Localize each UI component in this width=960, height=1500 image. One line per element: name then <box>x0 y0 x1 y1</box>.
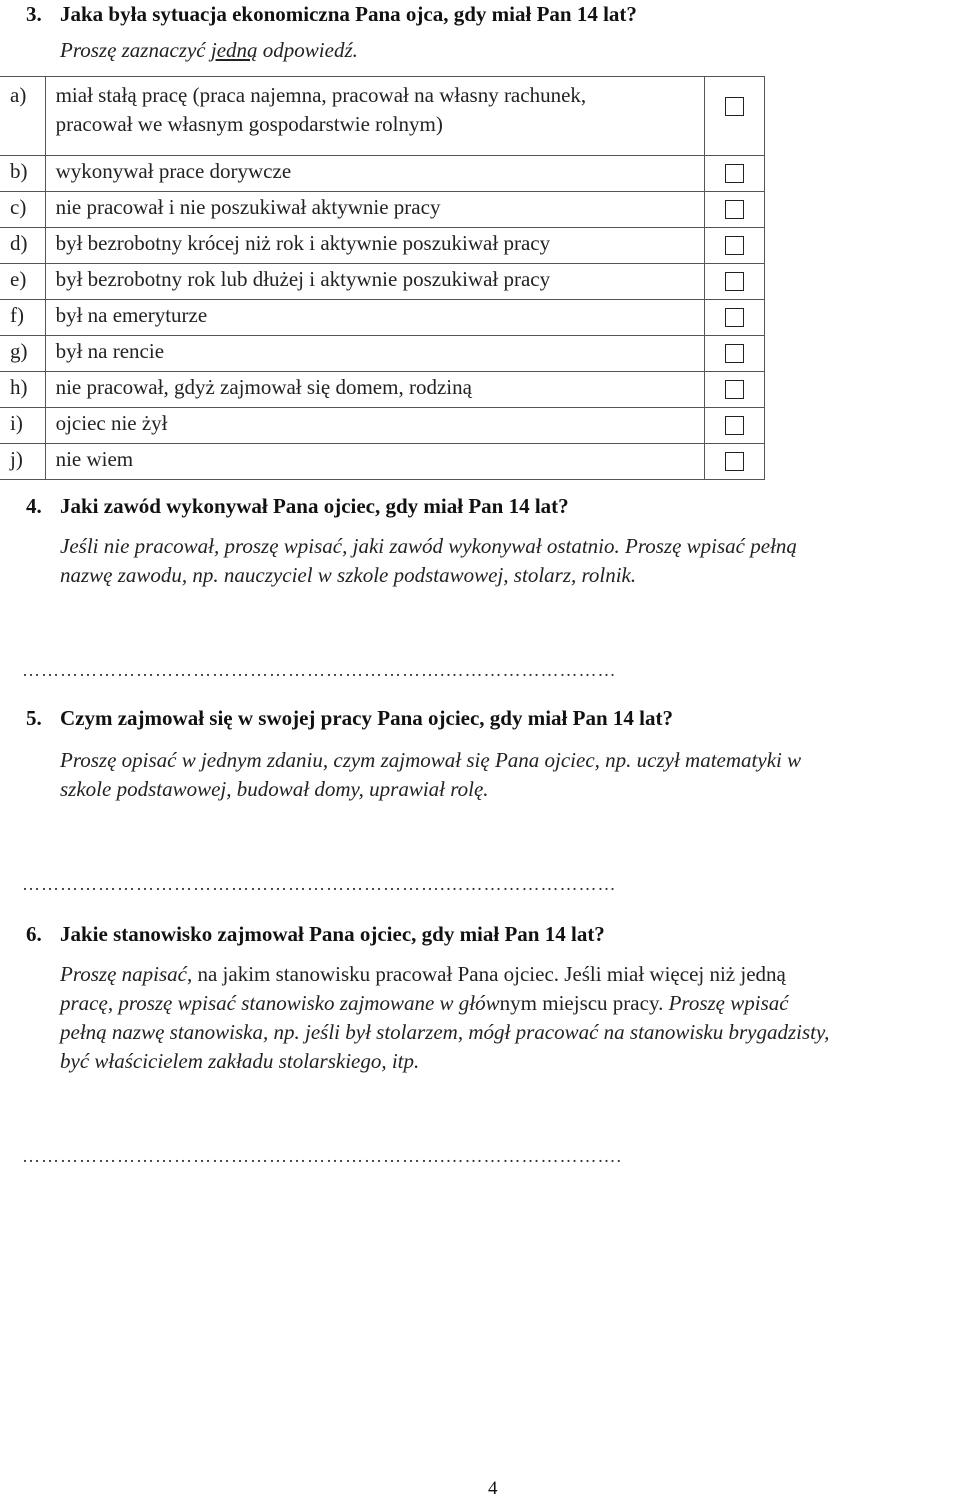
answer-options-table <box>0 76 765 480</box>
option-checkbox[interactable] <box>725 164 744 183</box>
option-letter: b) <box>0 156 45 192</box>
option-letter: f) <box>0 300 45 336</box>
option-row <box>0 408 765 444</box>
instruction-line: pełną nazwę stanowiska, np. jeśli był stolarzem, mógł pracować na stanowisku brygadzisty, <box>60 1020 830 1044</box>
answer-line[interactable]: ………………………………………………………….……………………… <box>22 874 617 894</box>
option-row <box>0 77 765 156</box>
option-checkbox-cell <box>705 264 765 300</box>
instruction-line: szkole podstawowej, budował domy, uprawiał rolę. <box>60 777 489 801</box>
question-number: 4. <box>26 494 42 518</box>
option-label: ojciec nie żył <box>45 408 705 444</box>
instruction-emphasis: jedną <box>210 38 258 62</box>
option-checkbox-cell <box>705 300 765 336</box>
option-label-line: pracował we własnym gospodarstwie rolnym) <box>55 112 443 136</box>
option-checkbox[interactable] <box>725 344 744 363</box>
option-label-line: miał stałą pracę (praca najemna, pracował na własny rachunek, <box>55 83 587 107</box>
option-letter: c) <box>0 192 45 228</box>
question-4-title <box>26 494 569 519</box>
question-number: 3. <box>26 2 42 26</box>
option-checkbox[interactable] <box>725 236 744 255</box>
instruction-line <box>60 960 950 989</box>
option-letter: j) <box>0 444 45 480</box>
instruction-text: Proszę zaznaczyć <box>60 38 211 62</box>
answer-line[interactable]: ………………………………………………………….………………………. <box>22 1146 622 1166</box>
option-row <box>0 372 765 408</box>
question-6-title <box>26 922 605 947</box>
option-label: wykonywał prace dorywcze <box>45 156 705 192</box>
option-checkbox[interactable] <box>725 97 744 116</box>
question-5-title <box>26 706 673 731</box>
option-label: nie wiem <box>45 444 705 480</box>
instruction-text: Proszę napisać, <box>60 962 198 986</box>
option-label: był bezrobotny krócej niż rok i aktywnie poszukiwał pracy <box>45 228 705 264</box>
option-row <box>0 444 765 480</box>
option-row <box>0 228 765 264</box>
option-checkbox-cell <box>705 336 765 372</box>
instruction-line: Proszę opisać w jednym zdaniu, czym zajmował się Pana ojciec, np. uczył matematyki w <box>60 748 802 772</box>
option-checkbox-cell <box>705 372 765 408</box>
option-row <box>0 300 765 336</box>
question-text: Jaka była sytuacja ekonomiczna Pana ojca, gdy miał Pan 14 lat? <box>60 2 637 26</box>
instruction-line: Jeśli nie pracował, proszę wpisać, jaki zawód wykonywał ostatnio. Proszę wpisać pełną <box>60 534 797 558</box>
instruction-line <box>60 989 950 1018</box>
option-checkbox-cell <box>705 228 765 264</box>
question-number: 6. <box>26 922 42 946</box>
question-3-title <box>26 2 637 27</box>
option-checkbox[interactable] <box>725 272 744 291</box>
question-6-instruction <box>60 960 950 1076</box>
option-row <box>0 264 765 300</box>
question-5-instruction <box>60 746 950 804</box>
question-text: Czym zajmował się w swojej pracy Pana ojciec, gdy miał Pan 14 lat? <box>60 706 673 730</box>
option-checkbox-cell <box>705 444 765 480</box>
option-checkbox-cell <box>705 156 765 192</box>
option-checkbox[interactable] <box>725 200 744 219</box>
option-letter: e) <box>0 264 45 300</box>
instruction-line: nazwę zawodu, np. nauczyciel w szkole podstawowej, stolarz, rolnik. <box>60 563 637 587</box>
option-row <box>0 156 765 192</box>
answer-line[interactable]: ………………………………………………………….……………………… <box>22 660 617 680</box>
option-label: nie pracował i nie poszukiwał aktywnie pracy <box>45 192 705 228</box>
question-text: Jaki zawód wykonywał Pana ojciec, gdy miał Pan 14 lat? <box>60 494 569 518</box>
option-letter: d) <box>0 228 45 264</box>
instruction-line: być właścicielem zakładu stolarskiego, itp. <box>60 1049 420 1073</box>
instruction-text: odpowiedź. <box>257 38 358 62</box>
option-checkbox[interactable] <box>725 416 744 435</box>
question-4-instruction <box>60 532 950 590</box>
instruction-text: nym miejscu pracy. <box>499 991 664 1015</box>
question-3-instruction <box>60 36 950 65</box>
option-label: był na rencie <box>45 336 705 372</box>
option-checkbox-cell <box>705 408 765 444</box>
option-checkbox[interactable] <box>725 452 744 471</box>
option-checkbox-cell <box>705 77 765 156</box>
option-letter: g) <box>0 336 45 372</box>
instruction-text: pracę, proszę wpisać stanowisko zajmowane w głów <box>60 991 500 1015</box>
option-checkbox[interactable] <box>725 380 744 399</box>
option-row <box>0 192 765 228</box>
option-label <box>45 77 705 156</box>
instruction-text: na jakim stanowisku pracował Pana ojciec. Jeśli miał więcej niż jedną <box>197 962 786 986</box>
option-letter: h) <box>0 372 45 408</box>
question-text: Jakie stanowisko zajmował Pana ojciec, gdy miał Pan 14 lat? <box>60 922 605 946</box>
option-label: nie pracował, gdyż zajmował się domem, rodziną <box>45 372 705 408</box>
option-label: był na emeryturze <box>45 300 705 336</box>
option-letter: i) <box>0 408 45 444</box>
page-number: 4 <box>488 1478 498 1499</box>
option-checkbox-cell <box>705 192 765 228</box>
instruction-text: Proszę wpisać <box>663 991 789 1015</box>
option-checkbox[interactable] <box>725 308 744 327</box>
option-row <box>0 336 765 372</box>
option-letter: a) <box>0 77 45 156</box>
question-number: 5. <box>26 706 42 730</box>
option-label: był bezrobotny rok lub dłużej i aktywnie poszukiwał pracy <box>45 264 705 300</box>
